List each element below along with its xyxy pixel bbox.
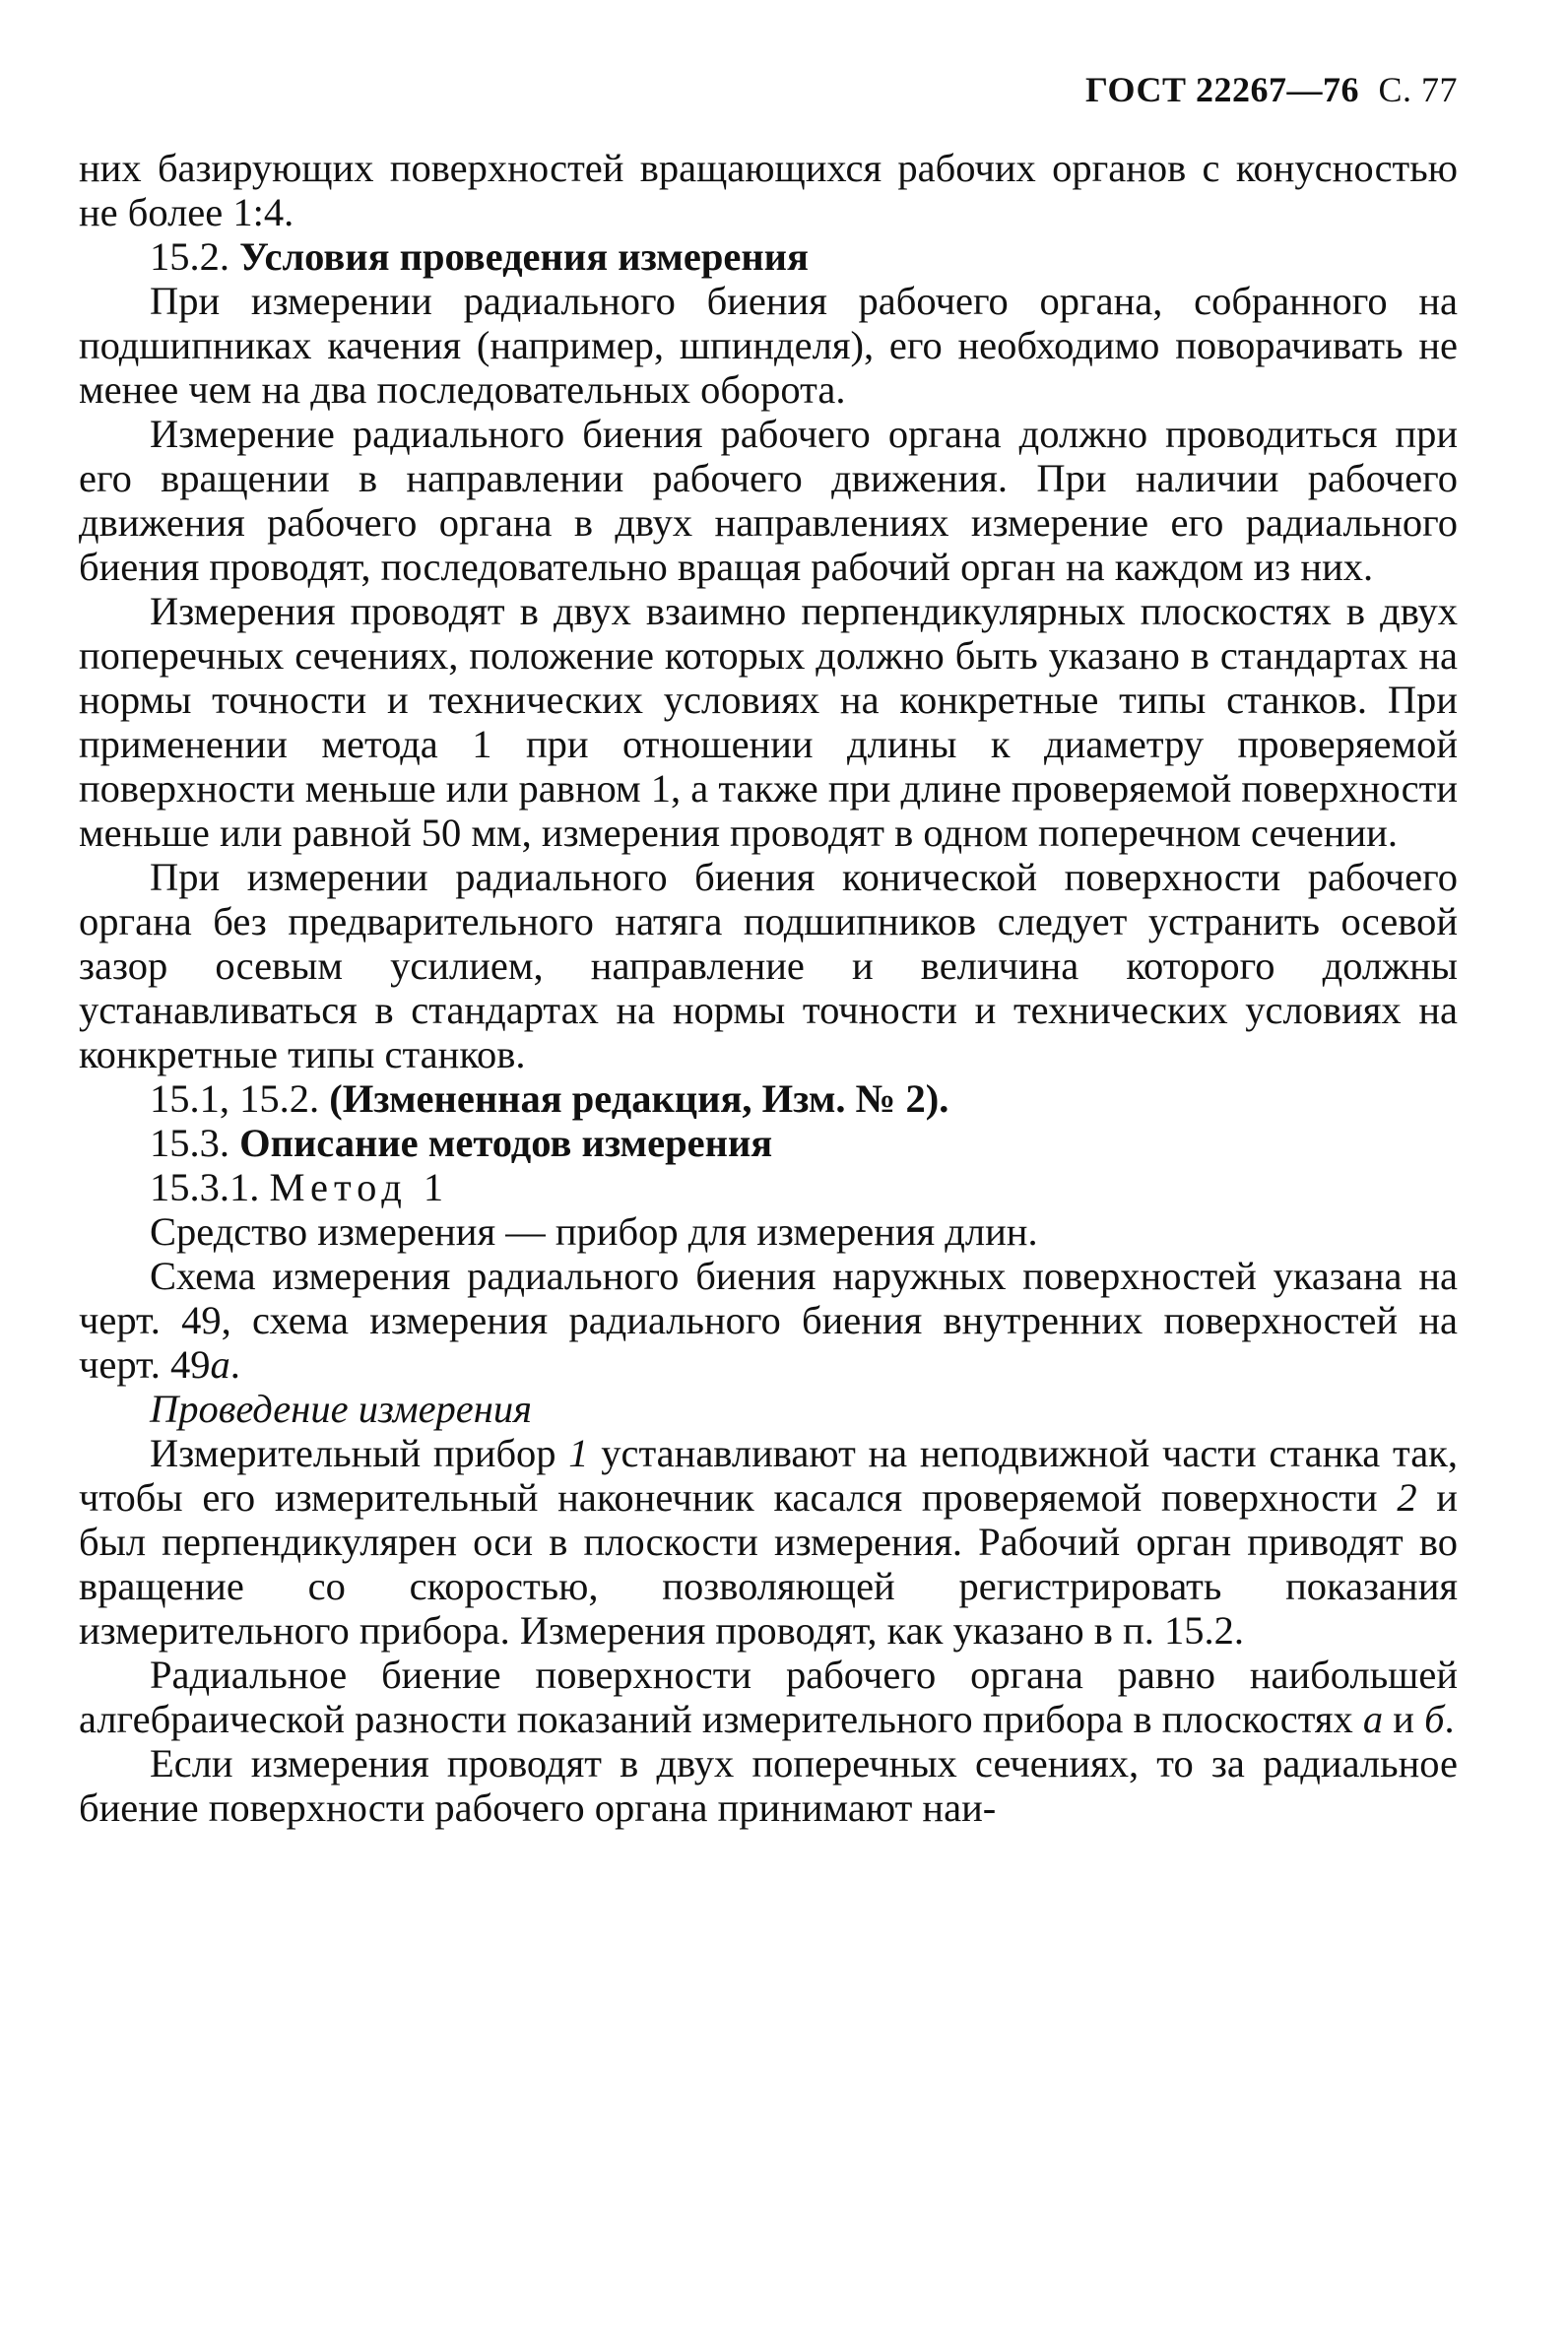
text-run: . (1444, 1697, 1455, 1741)
amendment-text: (Измененная редакция, Изм. № 2). (329, 1076, 949, 1121)
text-run: Схема измерения радиального биения наружных поверхностей указана на черт. 49, схема измерения радиального биения внутренних поверхностей на черт. 49 (79, 1254, 1458, 1387)
section-title: Условия проведения измерения (239, 234, 809, 279)
document-code: ГОСТ 22267—76 (1085, 70, 1359, 109)
paragraph-continuation: них базирующих поверхностей вращающихся рабочих органов с конусностью не более 1:4. (79, 146, 1458, 234)
text-run: Радиальное биение поверхности рабочего органа равно наибольшей алгебраической разности показаний измерительного прибора в плоскостях (79, 1653, 1458, 1741)
text-run: и (1383, 1697, 1425, 1741)
italic-run: а (1362, 1697, 1384, 1741)
paragraph: При измерении радиального биения рабочего органа, собранного на подшипниках качения (например, шпинделя), его необходимо поворачивать не менее чем на два последовательных оборота. (79, 279, 1458, 412)
paragraph (79, 1653, 1458, 1741)
document-page (79, 69, 1458, 1830)
italic-heading: Проведение измерения (150, 1387, 532, 1431)
paragraph: Измерения проводят в двух взаимно перпендикулярных плоскостях в двух поперечных сечениях, положение которых должно быть указано в стандартах на нормы точности и технических условиях на конкретные типы станков. При применении метода 1 при отношении длины к диаметру проверяемой поверхности меньше или равном 1, а также при длине проверяемой поверхности меньше или равной 50 мм, измерения проводят в одном поперечном сечении. (79, 589, 1458, 855)
subsection-heading-15-3-1 (79, 1165, 1458, 1209)
italic-run: а (210, 1342, 230, 1387)
italic-run: 2 (1397, 1475, 1417, 1520)
paragraph: При измерении радиального биения конической поверхности рабочего органа без предварительного натяга подшипников следует устранить осевой зазор осевым усилием, направление и величина которого должны устанавливаться в стандартах на нормы точности и технических условиях на конкретные типы станков. (79, 855, 1458, 1076)
italic-run: б (1424, 1697, 1445, 1741)
subsection-number: 15.3.1. (150, 1165, 270, 1209)
italic-run: 1 (568, 1431, 589, 1475)
section-heading-15-3 (79, 1121, 1458, 1165)
text-run: и был перпендикулярен оси в плоскости измерения. Рабочий орган приводят во вращение со скоростью, позволяющей регистрировать показания измерительного прибора. Измерения проводят, как указано в п. 15.2. (79, 1475, 1458, 1653)
text-run: устанавливают на неподвижной части станка так, чтобы его измерительный наконечник касался проверяемой поверхности (79, 1431, 1458, 1520)
amendment-note (79, 1076, 1458, 1121)
document-body (79, 146, 1458, 1830)
paragraph: Измерение радиального биения рабочего органа должно проводиться при его вращении в направлении рабочего движения. При наличии рабочего движения рабочего органа в двух направлениях измерение его радиального биения проводят, последовательно вращая рабочий орган на каждом из них. (79, 412, 1458, 589)
page-number: С. 77 (1378, 70, 1458, 109)
paragraph (79, 1254, 1458, 1387)
text-run: . (229, 1342, 240, 1387)
paragraph: Средство измерения — прибор для измерения длин. (150, 1209, 1038, 1254)
text-run: Измерительный прибор (150, 1431, 569, 1475)
amendment-sections: 15.1, 15.2. (150, 1076, 330, 1121)
paragraph: Если измерения проводят в двух поперечных сечениях, то за радиальное биение поверхности рабочего органа принимают наи- (79, 1741, 1458, 1830)
page-header (79, 69, 1458, 110)
subsection-title: Метод 1 (269, 1165, 450, 1209)
section-number: 15.2. (150, 234, 240, 279)
section-number: 15.3. (150, 1121, 240, 1165)
section-heading-15-2 (79, 234, 1458, 279)
section-title: Описание методов измерения (239, 1121, 773, 1165)
paragraph (79, 1431, 1458, 1653)
